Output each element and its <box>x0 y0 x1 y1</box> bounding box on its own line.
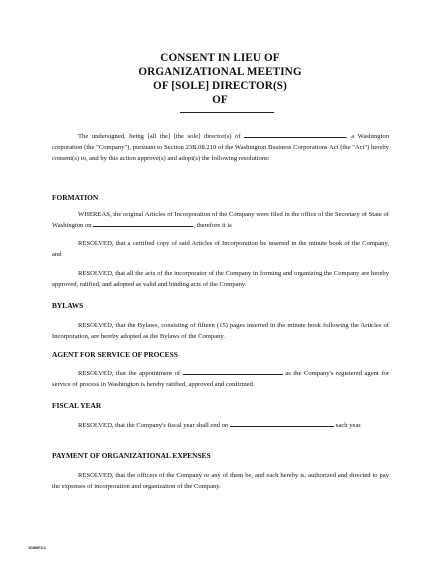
agent-heading: AGENT FOR SERVICE OF PROCESS <box>52 350 178 359</box>
fiscal-text-1: RESOLVED, that the Company's fiscal year shall end on <box>78 422 229 429</box>
title-line-1: CONSENT IN LIEU OF <box>160 52 280 64</box>
fiscal-year-heading: FISCAL YEAR <box>52 401 102 410</box>
expenses-resolved: RESOLVED, that the officers of the Company or any of them be, and each hereby is, authorized and directed to pay the expenses of incorporation and organization of the Company. <box>52 472 389 491</box>
intro-paragraph <box>52 131 389 165</box>
agent-name-blank[interactable] <box>183 368 283 375</box>
bylaws-heading: BYLAWS <box>52 301 84 310</box>
fiscal-text-2: each year. <box>335 422 362 429</box>
company-blank[interactable] <box>244 131 346 138</box>
formation-resolved-1: RESOLVED, that a certified copy of said Articles of Incorporation be inserted in the minute book of the Company, and <box>52 240 389 259</box>
agent-text-2: as the Company's registered agent for service of process in Washington is hereby ratified, approved and confirmed. <box>52 370 390 389</box>
company-name-blank[interactable] <box>180 112 274 113</box>
fiscal-resolved <box>52 420 389 431</box>
fiscal-date-blank[interactable] <box>230 420 334 427</box>
intro-text-1: The undersigned, being [all the] [the sole] director(s) of <box>78 133 241 140</box>
title-line-3: OF [SOLE] DIRECTOR(S) <box>153 80 287 92</box>
footer-code: 108MF3.1 <box>28 545 47 550</box>
filing-date-blank[interactable] <box>93 220 193 227</box>
whereas-text-1: WHEREAS, the original Articles of Incorporation of the Company were filed in the office of the Secretary of State of Washington on <box>52 211 389 230</box>
agent-text-1: RESOLVED, that the appointment of <box>78 370 181 377</box>
formation-whereas <box>52 209 389 231</box>
title-line-2: ORGANIZATIONAL MEETING <box>138 66 302 78</box>
whereas-text-2: , therefore it is <box>193 222 232 230</box>
title-line-4: OF <box>212 94 228 106</box>
agent-resolved <box>52 368 389 390</box>
bylaws-resolved: RESOLVED, that the Bylaws, consisting of fifteen (15) pages inserted in the minute book following the Articles of Incorporation, are hereby adopted as the Bylaws of the Company. <box>52 322 389 341</box>
formation-heading: FORMATION <box>52 193 99 202</box>
expenses-heading: PAYMENT OF ORGANIZATIONAL EXPENSES <box>52 451 211 460</box>
formation-resolved-2: RESOLVED, that all the acts of the incorporator of the Company in forming and organizing the Company are hereby approved, ratified, and adopted as valid and binding acts of the Company. <box>52 270 389 289</box>
intro-text-2: , a Washington corporation (the "Company"), pursuant to Section 23B.08.210 of the Washington Business Corporations Act (the "Act") hereby consent(s) to, and by this action approve(s) and adopt(s) the following resolutions: <box>52 133 389 163</box>
